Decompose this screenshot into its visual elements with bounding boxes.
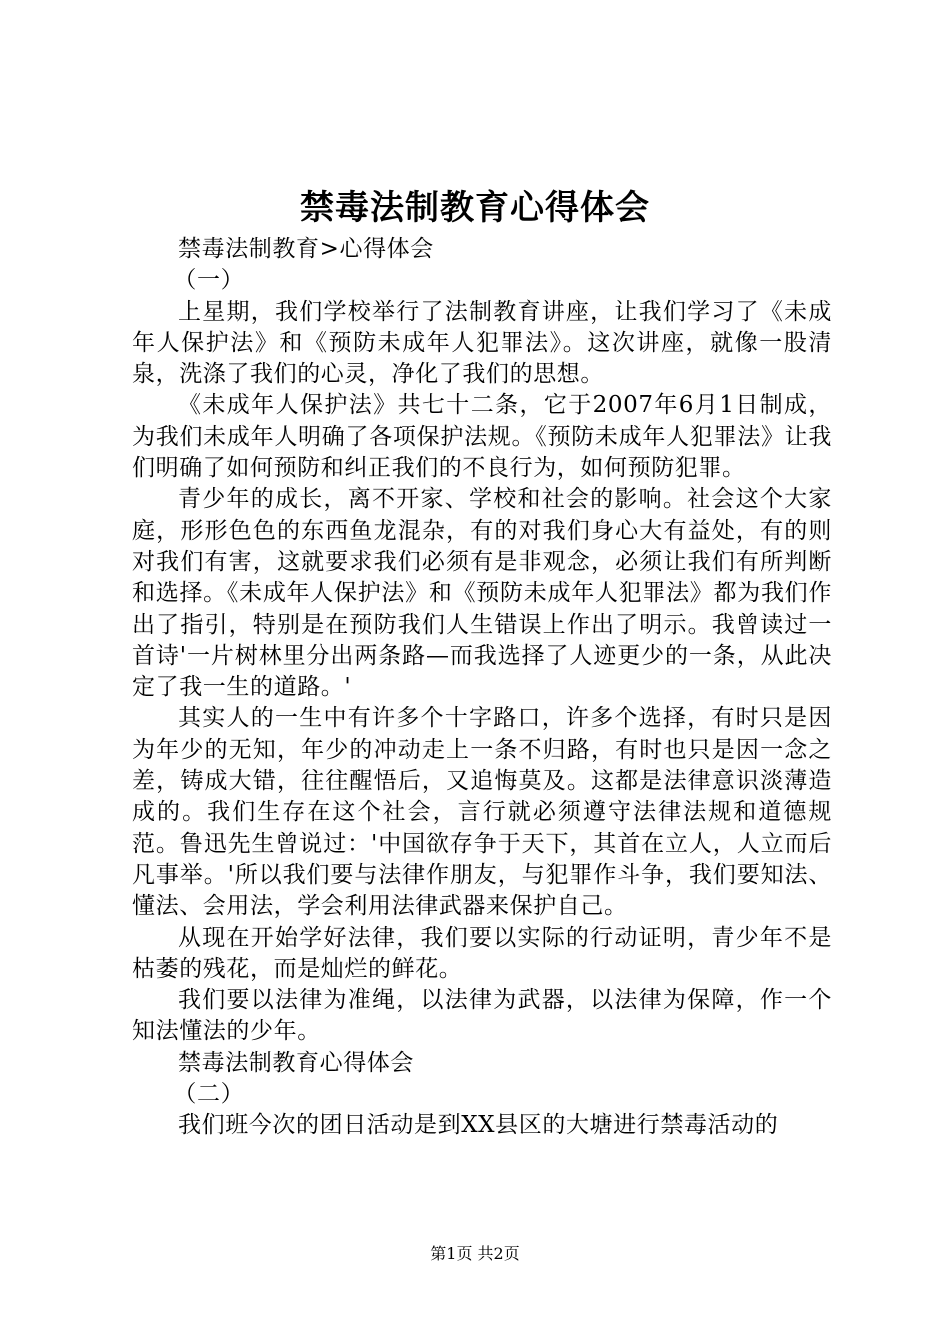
section-subtitle: 禁毒法制教育心得体会 (178, 1049, 414, 1076)
page-footer: 第1页 共2页 (430, 1244, 520, 1263)
paragraph: 《未成年人保护法》共七十二条，它于2007年6月1日制成，为我们未成年人明确了各项保护法规。《预防未成年人犯罪法》让我们明确了如何预防和纠正我们的不良行为，如何预防犯罪。 (132, 392, 832, 482)
section-marker: （一） (173, 267, 245, 294)
paragraph: 上星期，我们学校举行了法制教育讲座，让我们学习了《未成年人保护法》和《预防未成年人犯罪法》。这次讲座，就像一股清泉，洗涤了我们的心灵，净化了我们的思想。 (132, 298, 832, 388)
paragraph: 青少年的成长，离不开家、学校和社会的影响。社会这个大家庭，形形色色的东西鱼龙混杂，有的对我们身心大有益处，有的则对我们有害，这就要求我们必须有是非观念，必须让我们有所判断和选择。《未成年人保护法》和《预防未成年人犯罪法》都为我们作出了指引，特别是在预防我们人生错误上作出了明示。我曾读过一首诗'一片树林里分出两条路—而我选择了人迹更少的一条，从此决定了我一生的道路。' (132, 486, 832, 701)
document-body (132, 234, 832, 1142)
paragraph: 我们班今次的团日活动是到XX县区的大塘进行禁毒活动的 (178, 1112, 779, 1139)
section-subtitle: 禁毒法制教育>心得体会 (178, 236, 434, 262)
paragraph: 其实人的一生中有许多个十字路口，许多个选择，有时只是因为年少的无知，年少的冲动走上一条不归路，有时也只是因一念之差，铸成大错，往往醒悟后，又追悔莫及。这都是法律意识淡薄造成的。我们生存在这个社会，言行就必须遵守法律法规和道德规范。鲁迅先生曾说过：'中国欲存争于天下，其首在立人，人立而后凡事举。'所以我们要与法律作朋友，与犯罪作斗争，我们要知法、懂法、会用法，学会利用法律武器来保护自己。 (132, 705, 832, 920)
document-title: 禁毒法制教育心得体会 (300, 188, 650, 228)
paragraph: 我们要以法律为准绳，以法律为武器，以法律为保障，作一个知法懂法的少年。 (132, 987, 832, 1045)
paragraph: 从现在开始学好法律，我们要以实际的行动证明，青少年不是枯萎的残花，而是灿烂的鲜花。 (132, 924, 832, 982)
section-marker: （二） (173, 1081, 245, 1108)
